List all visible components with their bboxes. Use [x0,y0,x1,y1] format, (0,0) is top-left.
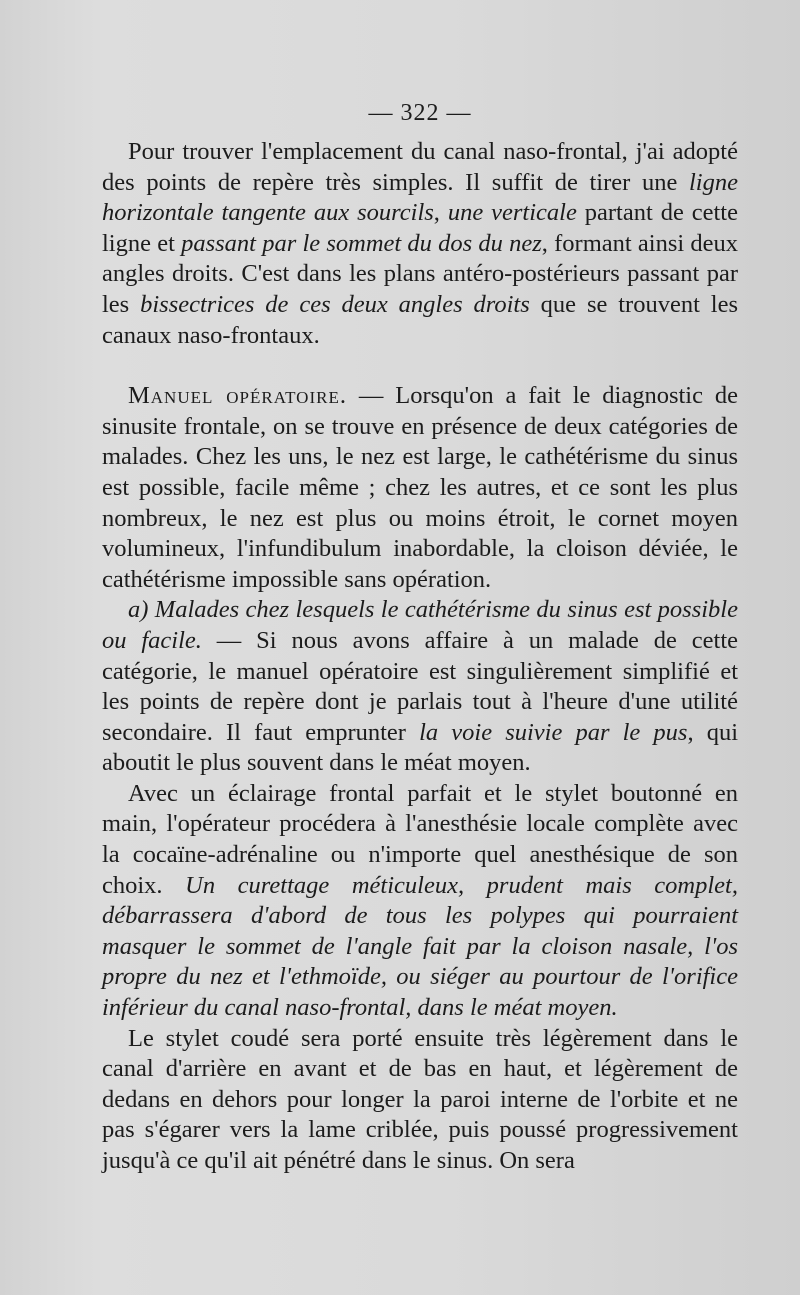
text-run: , [433,199,448,227]
text-run: — Si nous avons affaire à un malade de cette catégorie, le manuel opératoire est singulièrement simplifié et les points de repère dont je parlais tout à l'heure d'une utilité secondaire. Il faut emprunter [102,626,738,746]
italic-run: ligne horizontale tangente aux sourcils [102,168,738,227]
italic-run: Un curettage méticuleux, prudent mais complet, débarrassera d'abord de tous les polypes qui pourraient masquer le sommet de l'angle fait par la cloison nasale, l'os propre du nez et l'ethmoïde, ou siéger au pourtour de l'orifice inférieur du canal naso-frontal, dans le méat moyen. [102,871,738,1022]
text-run: , qui aboutit le plus souvent dans le méat moyen. [102,718,739,777]
italic-run: la voie suivie par le pus [419,718,688,746]
italic-run: bissectrices de ces deux angles droits [140,290,530,318]
text-run: Pour trouver l'emplacement du canal naso-frontal, j'ai adopté des points de repère très simples. Il suffit de tirer une [102,138,738,196]
section-heading: Manuel opératoire. [128,382,347,410]
text-run: Le stylet coudé sera porté ensuite très légèrement dans le canal d'arrière en avant et de bas en haut, et légèrement de dedans en dehors pour longer la paroi interne de l'orbite et ne pas s'égarer vers la lame criblée, puis poussé progressivement jusqu'à ce qu'il ait pénétré dans le sinus. On sera [102,1024,738,1174]
page-number: — 322 — [368,100,472,126]
paragraph-1 [102,137,738,351]
page-body [102,100,738,1177]
italic-run: a) Malades chez lesquels le cathétérisme du sinus est possible ou facile. [102,596,738,654]
italic-run: une verticale [447,199,577,227]
paragraph-5 [102,1024,738,1177]
italic-run: passant par le sommet du dos du nez [181,229,542,257]
paragraph-4 [102,779,738,1024]
paragraph-3 [102,595,738,779]
text-run: partant de cette ligne et [102,199,738,257]
text-run: Avec un éclairage frontal parfait et le stylet boutonné en main, l'opérateur procédera à l'anesthésie locale complète avec la cocaïne-adrénaline ou n'importe quel anesthésique de son choix. [102,779,738,899]
text-run: que se trouvent les canaux naso-frontaux. [102,290,738,349]
text-run: — Lorsqu'on a fait le diagnostic de sinusite frontale, on se trouve en présence de deux catégories de malades. Chez les uns, le nez est large, le cathétérisme du sinus est possible, facile même ; chez les autres, et ce sont les plus nombreux, le nez est plus ou moins étroit, le cornet moyen volumineux, l'infundibulum inabordable, la cloison déviée, le cathétérisme impossible sans opération. [102,382,738,593]
text-run: , formant ainsi deux angles droits. C'est dans les plans antéro-postérieurs passant par les [102,229,739,318]
paragraph-2 [102,381,738,595]
